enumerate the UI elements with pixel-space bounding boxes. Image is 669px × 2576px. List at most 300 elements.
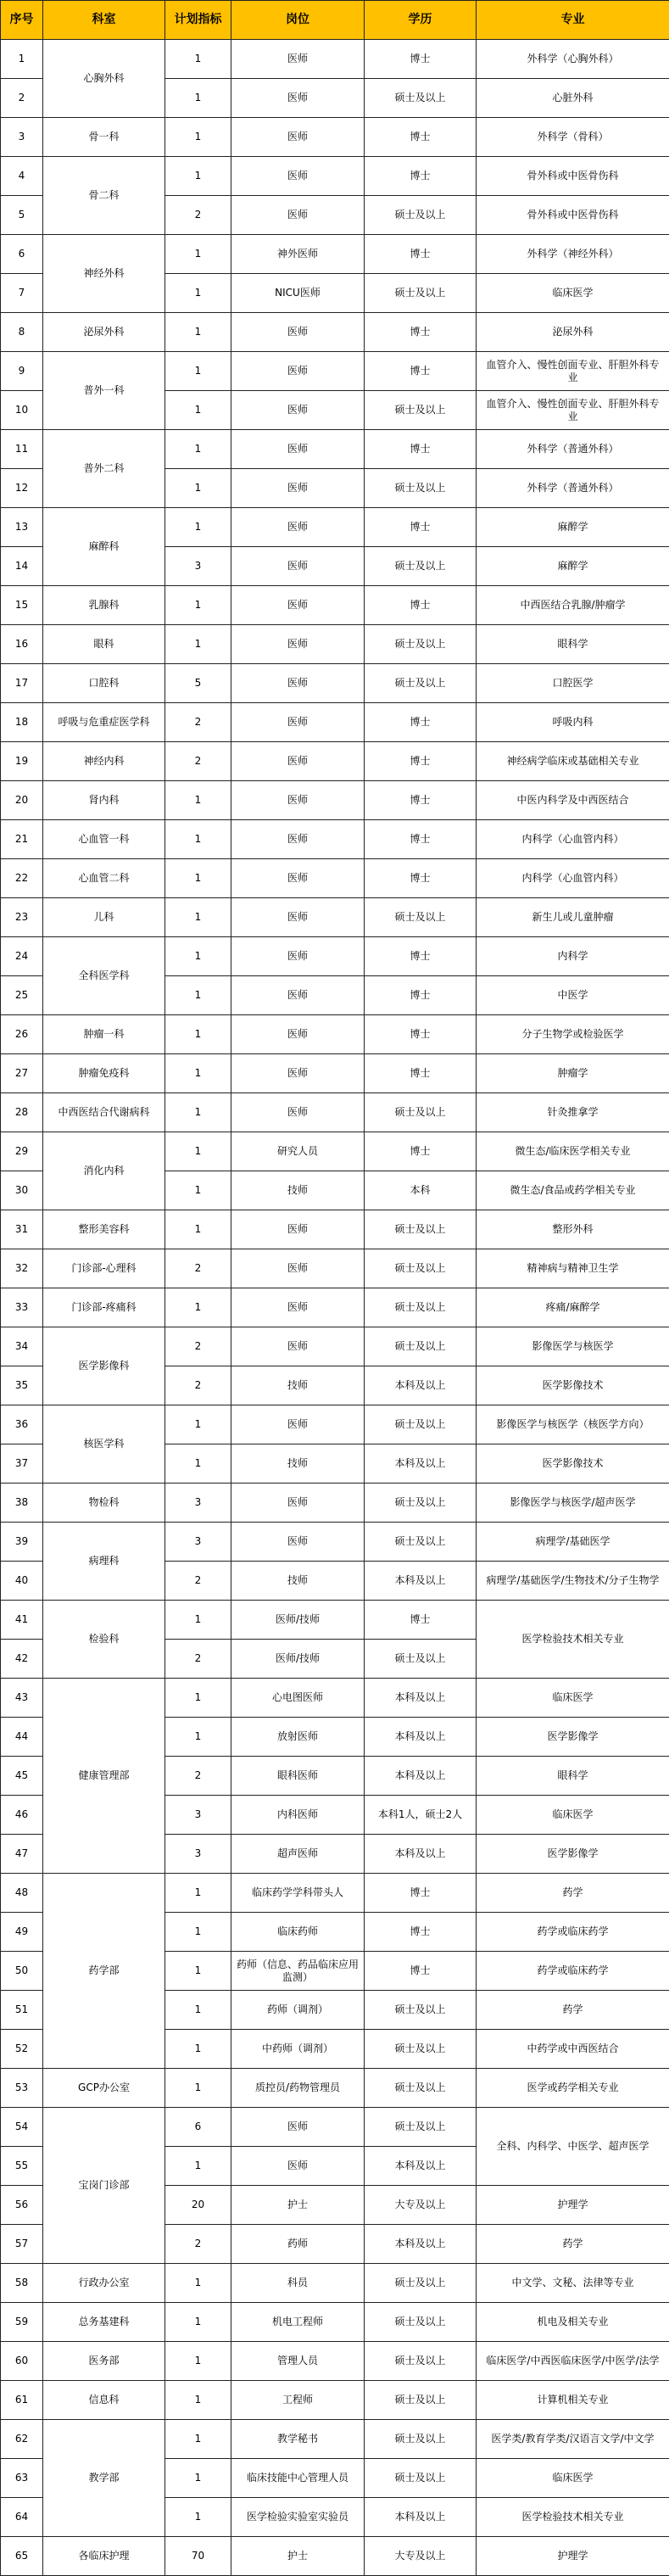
table-row [1,313,669,352]
row-number-cell: 6 [1,235,43,274]
row-number-cell: 12 [1,469,43,508]
quota-cell: 2 [165,703,231,742]
row-number-cell: 47 [1,1835,43,1874]
department-cell: 骨一科 [43,118,165,157]
quota-cell: 2 [165,1562,231,1601]
education-cell: 硕士及以上 [365,625,477,664]
quota-cell: 2 [165,1757,231,1796]
department-cell: 信息科 [43,2381,165,2420]
post-cell: 护士 [231,2537,365,2576]
department-cell: 乳腺科 [43,586,165,625]
row-number-cell: 16 [1,625,43,664]
department-cell: 门诊部-心理科 [43,1249,165,1288]
post-cell: 医师 [231,664,365,703]
table-row [1,1054,669,1093]
row-number-cell: 44 [1,1718,43,1757]
row-number-cell: 45 [1,1757,43,1796]
post-cell: 医师 [231,2108,365,2147]
major-cell: 药学或临床药学 [477,1913,669,1952]
quota-cell: 1 [165,2381,231,2420]
education-cell: 硕士及以上 [365,469,477,508]
education-cell: 硕士及以上 [365,79,477,118]
row-number-cell: 43 [1,1679,43,1718]
quota-cell: 6 [165,2108,231,2147]
post-cell: 医师 [231,157,365,196]
major-cell: 麻醉学 [477,547,669,586]
major-cell: 内科学（心血管内科） [477,820,669,859]
table-row [1,1601,669,1640]
department-cell: 眼科 [43,625,165,664]
education-cell: 硕士及以上 [365,664,477,703]
department-cell: 普外一科 [43,352,165,430]
row-number-cell: 29 [1,1132,43,1171]
quota-cell: 3 [165,547,231,586]
education-cell: 博士 [365,937,477,976]
department-cell: 总务基建科 [43,2303,165,2342]
major-cell: 药学 [477,1874,669,1913]
row-number-cell: 8 [1,313,43,352]
department-cell: 健康管理部 [43,1679,165,1874]
major-cell: 眼科学 [477,625,669,664]
education-cell: 硕士及以上 [365,2342,477,2381]
row-number-cell: 9 [1,352,43,391]
education-cell: 博士 [365,118,477,157]
education-cell: 本科及以上 [365,1757,477,1796]
education-cell: 本科及以上 [365,1835,477,1874]
quota-cell: 1 [165,79,231,118]
major-cell: 呼吸内科 [477,703,669,742]
table-row [1,1288,669,1327]
row-number-cell: 15 [1,586,43,625]
quota-cell: 2 [165,2225,231,2264]
post-cell: 医师/技师 [231,1601,365,1640]
education-cell: 博士 [365,235,477,274]
table-row [1,430,669,469]
education-cell: 博士 [365,1952,477,1991]
major-cell: 肿瘤学 [477,1054,669,1093]
post-cell: 教学秘书 [231,2420,365,2459]
major-cell: 内科学（心血管内科） [477,859,669,898]
department-cell: 心血管一科 [43,820,165,859]
department-cell: 心血管二科 [43,859,165,898]
header-post: 岗位 [231,1,365,40]
post-cell: 放射医师 [231,1718,365,1757]
department-cell: 病理科 [43,1523,165,1601]
education-cell: 博士 [365,742,477,781]
table-row [1,1210,669,1249]
education-cell: 博士 [365,1054,477,1093]
education-cell: 硕士及以上 [365,2069,477,2108]
quota-cell: 1 [165,2303,231,2342]
table-row [1,1249,669,1288]
education-cell: 硕士及以上 [365,1484,477,1523]
education-cell: 博士 [365,703,477,742]
education-cell: 博士 [365,859,477,898]
quota-cell: 1 [165,1288,231,1327]
quota-cell: 1 [165,430,231,469]
table-row [1,2303,669,2342]
post-cell: 管理人员 [231,2342,365,2381]
table-row [1,2420,669,2459]
quota-cell: 2 [165,1249,231,1288]
quota-cell: 1 [165,313,231,352]
quota-cell: 1 [165,820,231,859]
table-row [1,1405,669,1444]
education-cell: 硕士及以上 [365,2264,477,2303]
table-row [1,2342,669,2381]
header-edu: 学历 [365,1,477,40]
post-cell: 医师 [231,1249,365,1288]
row-number-cell: 56 [1,2186,43,2225]
post-cell: 医师 [231,547,365,586]
row-number-cell: 1 [1,40,43,79]
table-row [1,820,669,859]
major-cell: 新生儿或儿童肿瘤 [477,898,669,937]
post-cell: 中药师（调剂） [231,2030,365,2069]
post-cell: 医师 [231,859,365,898]
quota-cell: 1 [165,2147,231,2186]
department-cell: 神经内科 [43,742,165,781]
post-cell: 医师 [231,898,365,937]
department-cell: 口腔科 [43,664,165,703]
department-cell: 门诊部-疼痛科 [43,1288,165,1327]
table-row [1,586,669,625]
quota-cell: 3 [165,1523,231,1562]
education-cell: 本科及以上 [365,1562,477,1601]
quota-cell: 1 [165,1405,231,1444]
education-cell: 硕士及以上 [365,2030,477,2069]
quota-cell: 5 [165,664,231,703]
education-cell: 硕士及以上 [365,1249,477,1288]
quota-cell: 2 [165,196,231,235]
major-cell: 机电及相关专业 [477,2303,669,2342]
post-cell: 医师 [231,1054,365,1093]
post-cell: 医师 [231,118,365,157]
education-cell: 硕士及以上 [365,274,477,313]
header-dept: 科室 [43,1,165,40]
table-row [1,859,669,898]
table-row [1,664,669,703]
table-row [1,625,669,664]
major-cell: 外科学（普通外科） [477,469,669,508]
post-cell: 医师 [231,781,365,820]
row-number-cell: 51 [1,1991,43,2030]
major-cell: 医学影像技术 [477,1444,669,1484]
post-cell: 医师 [231,1015,365,1054]
table-row [1,703,669,742]
education-cell: 本科及以上 [365,2147,477,2186]
row-number-cell: 2 [1,79,43,118]
major-cell: 药学 [477,2225,669,2264]
major-cell: 医学影像学 [477,1835,669,1874]
row-number-cell: 41 [1,1601,43,1640]
education-cell: 硕士及以上 [365,2108,477,2147]
row-number-cell: 31 [1,1210,43,1249]
row-number-cell: 7 [1,274,43,313]
table-row [1,118,669,157]
quota-cell: 1 [165,1093,231,1132]
education-cell: 博士 [365,976,477,1015]
major-cell: 微生态/食品或药学相关专业 [477,1171,669,1210]
post-cell: 医师 [231,625,365,664]
education-cell: 硕士及以上 [365,1288,477,1327]
major-cell: 医学或药学相关专业 [477,2069,669,2108]
quota-cell: 1 [165,118,231,157]
major-cell: 中医学 [477,976,669,1015]
quota-cell: 1 [165,586,231,625]
major-cell: 中西医结合乳腺/肿瘤学 [477,586,669,625]
quota-cell: 1 [165,2342,231,2381]
education-cell: 博士 [365,40,477,79]
department-cell: 行政办公室 [43,2264,165,2303]
row-number-cell: 36 [1,1405,43,1444]
major-cell: 全科、内科学、中医学、超声医学 [477,2108,669,2186]
quota-cell: 3 [165,1796,231,1835]
quota-cell: 1 [165,469,231,508]
education-cell: 博士 [365,820,477,859]
department-cell: 中西医结合代谢病科 [43,1093,165,1132]
major-cell: 中文学、文秘、法律等专业 [477,2264,669,2303]
education-cell: 硕士及以上 [365,2420,477,2459]
post-cell: 医师 [231,1523,365,1562]
table-row [1,898,669,937]
education-cell: 硕士及以上 [365,547,477,586]
post-cell: 技师 [231,1366,365,1405]
header-no: 序号 [1,1,43,40]
education-cell: 硕士及以上 [365,1405,477,1444]
table-row [1,1132,669,1171]
post-cell: 医师 [231,1210,365,1249]
department-cell: 物检科 [43,1484,165,1523]
post-cell: 医师 [231,508,365,547]
quota-cell: 1 [165,157,231,196]
post-cell: 医师 [231,391,365,430]
quota-cell: 1 [165,2420,231,2459]
major-cell: 病理学/基础医学 [477,1523,669,1562]
major-cell: 眼科学 [477,1757,669,1796]
row-number-cell: 17 [1,664,43,703]
department-cell: 肿瘤免疫科 [43,1054,165,1093]
department-cell: 教学部 [43,2420,165,2537]
row-number-cell: 53 [1,2069,43,2108]
education-cell: 博士 [365,430,477,469]
post-cell: 药师（调剂） [231,1991,365,2030]
post-cell: 临床药师 [231,1913,365,1952]
major-cell: 医学影像学 [477,1718,669,1757]
department-cell: 消化内科 [43,1132,165,1210]
post-cell: 医师 [231,79,365,118]
row-number-cell: 5 [1,196,43,235]
table-row [1,508,669,547]
major-cell: 影像医学与核医学 [477,1327,669,1366]
post-cell: 医师 [231,2147,365,2186]
post-cell: 医师 [231,1484,365,1523]
table-row [1,2381,669,2420]
row-number-cell: 28 [1,1093,43,1132]
post-cell: 医师 [231,1093,365,1132]
department-cell: 肾内科 [43,781,165,820]
education-cell: 博士 [365,1132,477,1171]
post-cell: 医师 [231,976,365,1015]
row-number-cell: 61 [1,2381,43,2420]
row-number-cell: 59 [1,2303,43,2342]
post-cell: 医师 [231,352,365,391]
quota-cell: 1 [165,2459,231,2498]
quota-cell: 1 [165,1132,231,1171]
post-cell: 医师 [231,313,365,352]
table-row [1,1093,669,1132]
education-cell: 博士 [365,1913,477,1952]
table-row [1,2069,669,2108]
row-number-cell: 37 [1,1444,43,1484]
row-number-cell: 60 [1,2342,43,2381]
table-row [1,1679,669,1718]
major-cell: 医学检验技术相关专业 [477,2498,669,2537]
department-cell: 泌尿外科 [43,313,165,352]
post-cell: 技师 [231,1444,365,1484]
education-cell: 大专及以上 [365,2186,477,2225]
post-cell: 药师（信息、药品临床应用监测） [231,1952,365,1991]
education-cell: 本科 [365,1171,477,1210]
major-cell: 护理学 [477,2537,669,2576]
quota-cell: 1 [165,1874,231,1913]
quota-cell: 2 [165,1640,231,1679]
row-number-cell: 64 [1,2498,43,2537]
quota-cell: 1 [165,1952,231,1991]
education-cell: 本科及以上 [365,1444,477,1484]
row-number-cell: 54 [1,2108,43,2147]
quota-cell: 1 [165,235,231,274]
quota-cell: 3 [165,1484,231,1523]
post-cell: 眼科医师 [231,1757,365,1796]
post-cell: 医师 [231,40,365,79]
major-cell: 外科学（心胸外科） [477,40,669,79]
department-cell: 检验科 [43,1601,165,1679]
post-cell: 医师 [231,820,365,859]
post-cell: 医师 [231,1405,365,1444]
row-number-cell: 3 [1,118,43,157]
department-cell: 全科医学科 [43,937,165,1015]
major-cell: 计算机相关专业 [477,2381,669,2420]
major-cell: 临床医学 [477,1679,669,1718]
major-cell: 药学或临床药学 [477,1952,669,1991]
post-cell: 药师 [231,2225,365,2264]
education-cell: 博士 [365,352,477,391]
row-number-cell: 50 [1,1952,43,1991]
post-cell: 医师 [231,430,365,469]
major-cell: 医学影像技术 [477,1366,669,1405]
quota-cell: 1 [165,1210,231,1249]
table-row [1,157,669,196]
post-cell: 医师 [231,1327,365,1366]
education-cell: 本科及以上 [365,2498,477,2537]
quota-cell: 1 [165,1718,231,1757]
education-cell: 硕士及以上 [365,1523,477,1562]
education-cell: 硕士及以上 [365,1093,477,1132]
post-cell: 医师 [231,469,365,508]
post-cell: 临床药学学科带头人 [231,1874,365,1913]
major-cell: 中药学或中西医结合 [477,2030,669,2069]
table-row [1,1523,669,1562]
department-cell: 普外二科 [43,430,165,508]
major-cell: 医学类/教育学类/汉语言文学/中文学 [477,2420,669,2459]
row-number-cell: 52 [1,2030,43,2069]
table-row [1,2537,669,2576]
post-cell: 心电图医师 [231,1679,365,1718]
quota-cell: 1 [165,2264,231,2303]
row-number-cell: 48 [1,1874,43,1913]
quota-cell: 70 [165,2537,231,2576]
quota-cell: 2 [165,742,231,781]
row-number-cell: 13 [1,508,43,547]
quota-cell: 1 [165,1913,231,1952]
row-number-cell: 55 [1,2147,43,2186]
major-cell: 外科学（骨科） [477,118,669,157]
post-cell: 内科医师 [231,1796,365,1835]
major-cell: 整形外科 [477,1210,669,1249]
education-cell: 博士 [365,1601,477,1640]
major-cell: 泌尿外科 [477,313,669,352]
table-row [1,40,669,79]
header-major: 专业 [477,1,669,40]
major-cell: 影像医学与核医学/超声医学 [477,1484,669,1523]
education-cell: 硕士及以上 [365,1210,477,1249]
major-cell: 骨外科或中医骨伤科 [477,196,669,235]
row-number-cell: 14 [1,547,43,586]
row-number-cell: 27 [1,1054,43,1093]
major-cell: 护理学 [477,2186,669,2225]
education-cell: 硕士及以上 [365,2381,477,2420]
quota-cell: 1 [165,781,231,820]
department-cell: 整形美容科 [43,1210,165,1249]
education-cell: 本科及以上 [365,1679,477,1718]
post-cell: 神外医师 [231,235,365,274]
post-cell: 质控员/药物管理员 [231,2069,365,2108]
department-cell: 宝岗门诊部 [43,2108,165,2264]
row-number-cell: 58 [1,2264,43,2303]
row-number-cell: 11 [1,430,43,469]
quota-cell: 1 [165,40,231,79]
table-row [1,2108,669,2147]
post-cell: 医师 [231,703,365,742]
major-cell: 心脏外科 [477,79,669,118]
department-cell: 药学部 [43,1874,165,2069]
post-cell: 技师 [231,1562,365,1601]
major-cell: 临床医学 [477,274,669,313]
post-cell: 研究人员 [231,1132,365,1171]
department-cell: 呼吸与危重症医学科 [43,703,165,742]
quota-cell: 1 [165,976,231,1015]
post-cell: 医师 [231,196,365,235]
table-row [1,352,669,391]
row-number-cell: 26 [1,1015,43,1054]
table-row [1,1327,669,1366]
row-number-cell: 33 [1,1288,43,1327]
education-cell: 博士 [365,781,477,820]
header-row [1,1,669,40]
quota-cell: 1 [165,274,231,313]
education-cell: 硕士及以上 [365,391,477,430]
department-cell: 心胸外科 [43,40,165,118]
education-cell: 硕士及以上 [365,2303,477,2342]
quota-cell: 2 [165,1327,231,1366]
quota-cell: 1 [165,2030,231,2069]
major-cell: 血管介入、慢性创面专业、肝胆外科专业 [477,352,669,391]
quota-cell: 1 [165,2498,231,2537]
post-cell: 临床技能中心管理人员 [231,2459,365,2498]
quota-cell: 3 [165,1835,231,1874]
quota-cell: 1 [165,352,231,391]
